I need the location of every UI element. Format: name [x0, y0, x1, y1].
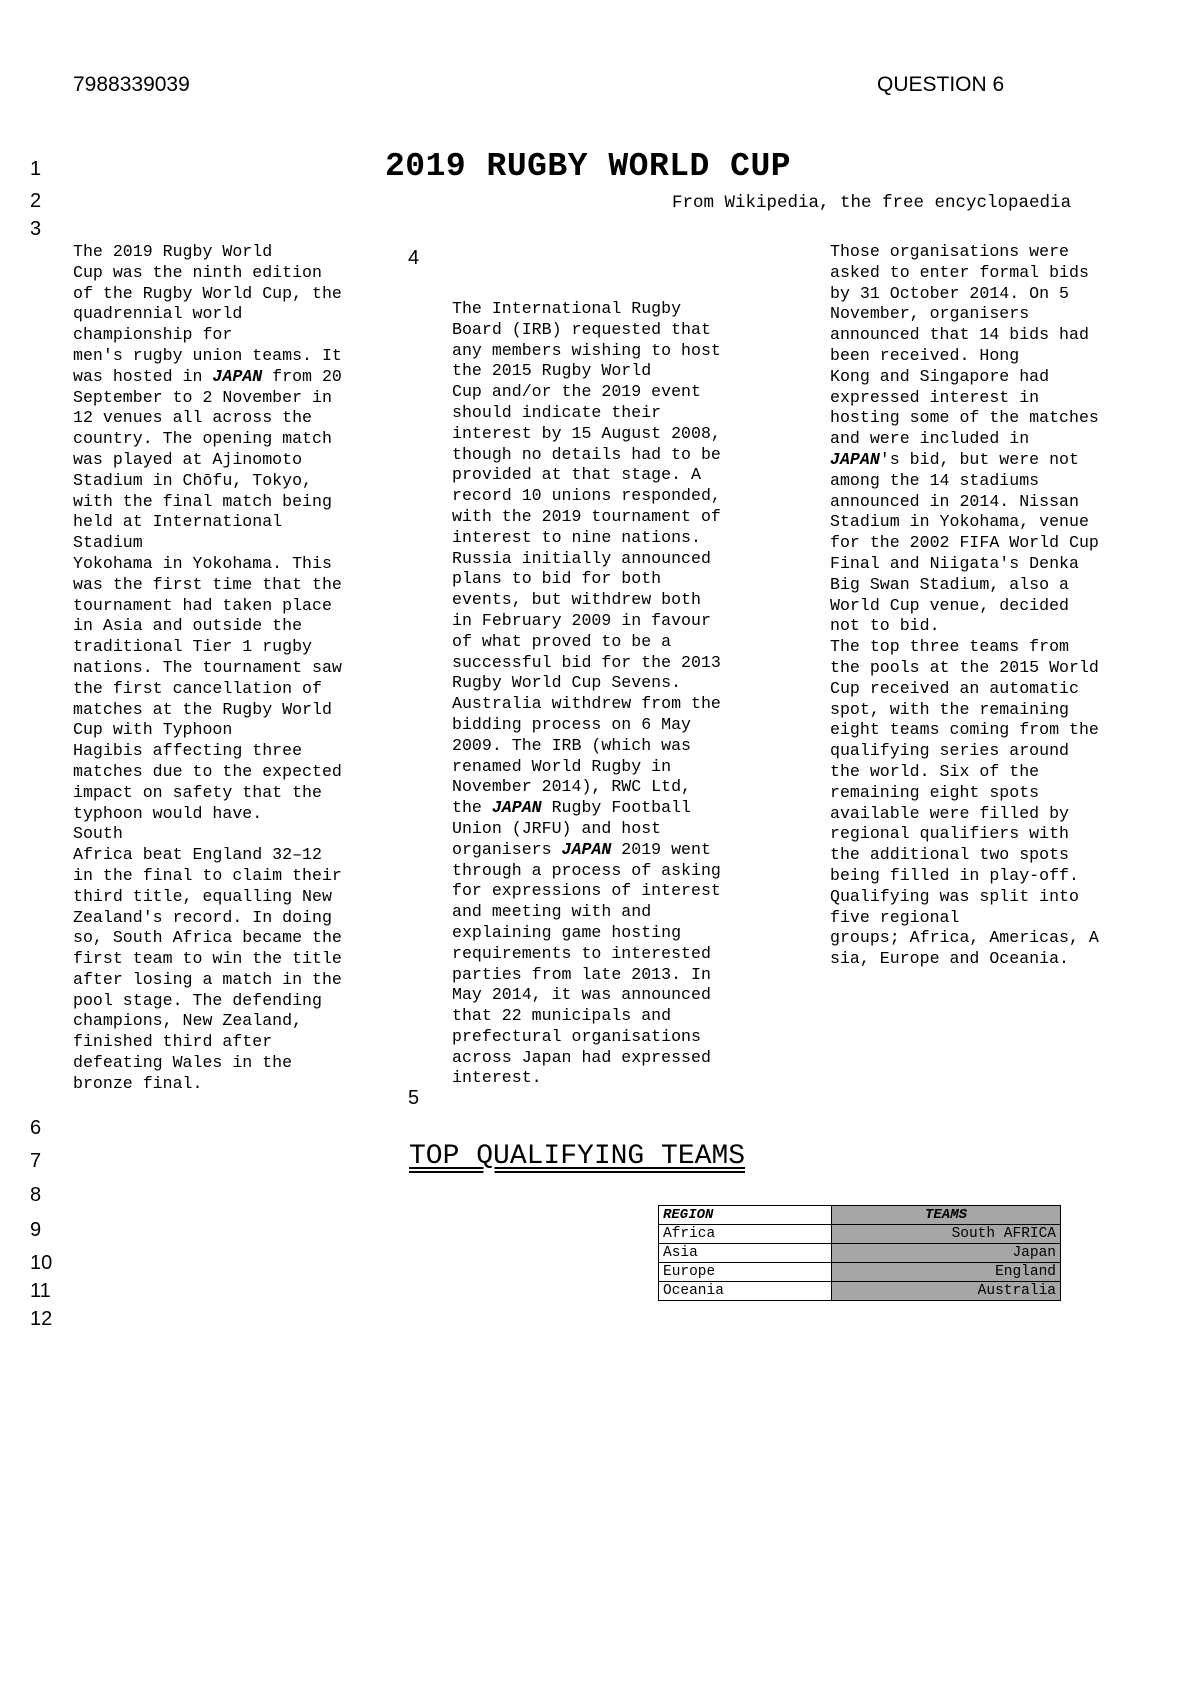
region-cell: Oceania: [659, 1282, 832, 1301]
line-number: 11: [30, 1280, 51, 1302]
document-id: 7988339039: [73, 73, 190, 96]
team-cell: England: [832, 1263, 1061, 1282]
region-cell: Europe: [659, 1263, 832, 1282]
team-cell: Japan: [832, 1244, 1061, 1263]
line-number: 4: [408, 247, 420, 269]
region-cell: Africa: [659, 1225, 832, 1244]
article-column-3: [830, 242, 1130, 970]
paragraph-text: Those organisations were asked to enter formal bids by 31 October 2014. On 5 November, organisers announced that 14 bids had been received. Hong Kong and Singapore had expressed interest in hosting some of the matches and were included in: [830, 242, 1099, 449]
line-number: 5: [408, 1087, 420, 1109]
line-number: 10: [30, 1252, 53, 1274]
line-number: 9: [30, 1219, 42, 1241]
table-header-row: [659, 1206, 1061, 1225]
table-row: [659, 1282, 1061, 1301]
paragraph-text: 's bid, but were not among the 14 stadiums announced in 2014. Nissan Stadium in Yokohama, venue for the 2002 FIFA World Cup Final and Niigata's Denka Big Swan Stadium, also a World Cup venue, decided not to bid. The top three teams from the pools at the 2015 World Cup received an automatic spot, with the remaining eight teams coming from the qualifying series around the world. Six of the remaining eight spots available were filled by regional qualifiers with the additional two spots being filled in play-off. Qualifying was split into five regional groups; Africa, Americas, A sia, Europe and Oceania.: [830, 449, 1099, 969]
emphasis-japan: JAPAN: [491, 798, 542, 818]
region-cell: Asia: [659, 1244, 832, 1263]
paragraph-text: The 2019 Rugby World Cup was the ninth edition of the Rugby World Cup, the quadrennial world championship for men's rugby union teams. It was hosted in: [73, 242, 342, 386]
line-number: 6: [30, 1117, 42, 1139]
paragraph-text: 2019 went through a process of asking for expressions of interest and meeting with and explaining game hosting requirements to interested parties from late 2013. In May 2014, it was announced that 22 municipals and prefectural organisations across Japan had expressed interest.: [452, 839, 721, 1088]
table-row: [659, 1263, 1061, 1282]
paragraph-text: Rugby Football Union (JRFU) and host organisers: [452, 798, 692, 859]
line-number: 3: [30, 218, 42, 240]
paragraph-text: The International Rugby Board (IRB) requested that any members wishing to host the 2015 Rugby World Cup and/or the 2019 event should indicate their interest by 15 August 2008, though no details had to be provided at that stage. A record 10 unions responded, with the 2019 tournament of interest to nine nations. Russia initially announced plans to bid for both events, but withdrew both in February 2009 in favour of what proved to be a successful bid for the 2013 Rugby World Cup Sevens. Australia withdrew from the bidding process on 6 May 2009. The IRB (which was renamed World Rugby in November 2014), RWC Ltd, the: [452, 299, 721, 818]
article-column-1: [73, 242, 373, 1095]
paragraph-text: from 20 September to 2 November in 12 venues all across the country. The opening match was played at Ajinomoto Stadium in Chōfu, Tokyo, with the final match being held at International Stadium Yokohama in Yokohama. This was the first time that the tournament had taken place in Asia and outside the traditional Tier 1 rugby nations. The tournament saw the first cancellation of matches at the Rugby World Cup with Typhoon Hagibis affecting three matches due to the expected impact on safety that the typhoon would have. South Africa beat England 32–12 in the final to claim their third title, equalling New Zealand's record. In doing so, South Africa became the first team to win the title after losing a match in the pool stage. The defending champions, New Zealand, finished third after defeating Wales in the bronze final.: [73, 366, 342, 1093]
line-number: 8: [30, 1184, 42, 1206]
emphasis-japan: JAPAN: [830, 449, 880, 469]
qualifying-teams-table: [658, 1205, 1061, 1301]
table-row: [659, 1225, 1061, 1244]
line-number: 12: [30, 1308, 53, 1330]
page-subtitle: From Wikipedia, the free encyclopaedia: [672, 193, 1072, 213]
section-heading: TOP QUALIFYING TEAMS: [409, 1141, 746, 1172]
line-number: 2: [30, 190, 42, 212]
emphasis-japan: JAPAN: [212, 366, 263, 386]
line-number: 1: [30, 158, 42, 180]
team-cell: Australia: [832, 1282, 1061, 1301]
column-header-teams: TEAMS: [832, 1206, 1061, 1225]
line-number: 7: [30, 1150, 42, 1172]
emphasis-japan: JAPAN: [561, 839, 612, 859]
article-column-2: [452, 299, 752, 1089]
team-cell: South AFRICA: [832, 1225, 1061, 1244]
column-header-region: REGION: [659, 1206, 832, 1225]
page-title: 2019 RUGBY WORLD CUP: [385, 148, 792, 185]
question-label: QUESTION 6: [877, 73, 1005, 96]
table-row: [659, 1244, 1061, 1263]
